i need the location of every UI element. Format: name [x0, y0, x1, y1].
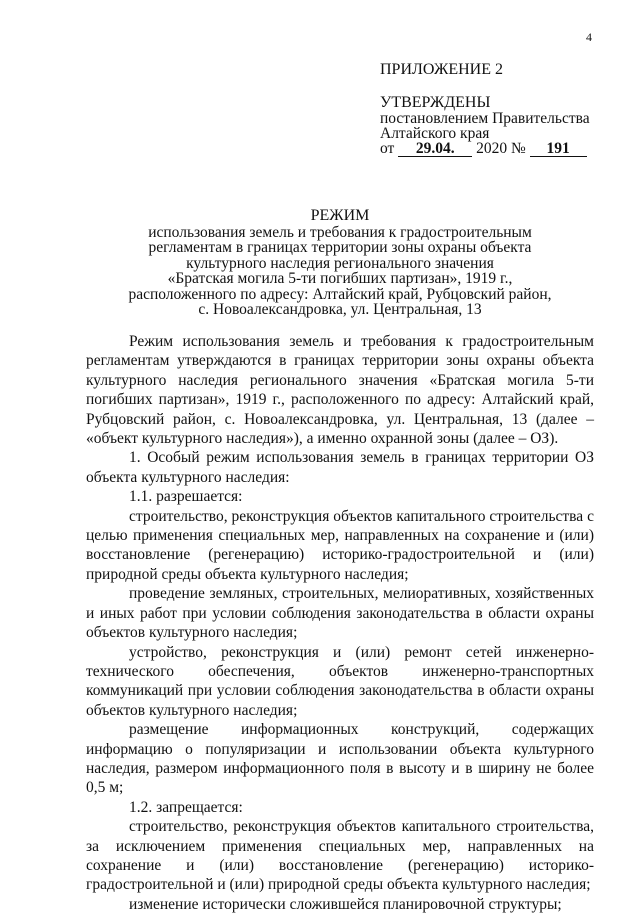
title-line: с. Новоалександровка, ул. Центральная, 13: [198, 301, 482, 318]
list-item: строительство, реконструкция объектов капитального строительства, за исключением применения специальных мер, направленных на сохранение и (или) восстановление (регенерацию) историко-градостроительной и (или) природной среды объекта культурного наследия;: [86, 818, 594, 894]
approved-org-line: Алтайского края: [380, 125, 490, 142]
appendix-label: ПРИЛОЖЕНИЕ 2: [380, 61, 504, 78]
resolution-date-number: [380, 141, 620, 157]
resolution-date: 29.04.: [398, 141, 472, 157]
list-item: строительство, реконструкция объектов капитального строительства с целью применения специальных мер, направленных на сохранение и (или) восстановление (регенерацию) историко-градостроительной и (или) природной среды объекта культурного наследия;: [86, 507, 594, 583]
subsection-prohibited: 1.2. запрещается:: [129, 798, 243, 816]
resolution-number: 191: [530, 141, 587, 157]
title-line: регламентам в границах территории зоны охраны объекта: [148, 239, 532, 256]
section-heading: 1. Особый режим использования земель в границах территории ОЗ объекта культурного наследия:: [86, 449, 594, 486]
document-body: [86, 332, 594, 914]
year-label: 2020 №: [476, 140, 526, 157]
document-title: [110, 208, 570, 318]
from-label: от: [380, 140, 395, 157]
list-item: проведение земляных, строительных, мелиоративных, хозяйственных и иных работ при условии соблюдения законодательства в области охраны объектов культурного наследия;: [86, 585, 594, 642]
subsection-allowed: 1.1. разрешается:: [129, 488, 243, 506]
page-number: 4: [586, 30, 592, 44]
approved-by-line: постановлением Правительства: [380, 110, 590, 127]
list-item: устройство, реконструкция и (или) ремонт сетей инженерно-технического обеспечения, объектов инженерно-транспортных коммуникаций при условии соблюдения законодательства в области охраны объектов культурного наследия;: [86, 643, 594, 719]
title-line: расположенного по адресу: Алтайский край, Рубцовский район,: [128, 285, 552, 303]
approval-block: [380, 62, 620, 157]
title-line: использования земель и требования к градостроительным: [148, 223, 532, 241]
title-heading: РЕЖИМ: [310, 207, 370, 224]
title-line: «Братская могила 5-ти погибших партизан», 1919 г.,: [167, 270, 513, 287]
approved-title: УТВЕРЖДЕНЫ: [380, 94, 491, 111]
title-line: культурного наследия регионального значения: [186, 254, 494, 272]
list-item: изменение исторически сложившейся планировочной структуры;: [129, 895, 562, 913]
list-item: размещение информационных конструкций, содержащих информацию о популяризации и использовании объекта культурного наследия, размером информационного поля в высоту и в ширину не более 0,5 м;: [86, 721, 594, 797]
intro-paragraph: Режим использования земель и требования к градостроительным регламентам утверждаются в границах территории зоны охраны объекта культурного наследия регионального значения «Братская могила 5-ти погибших партизан», 1919 г., расположенного по адресу: Алтайский край, Рубцовский район, с. Новоалександровка, ул. Центральная, 13 (далее – «объект культурного наследия»), а именно охранной зоны (далее – ОЗ).: [86, 333, 594, 448]
